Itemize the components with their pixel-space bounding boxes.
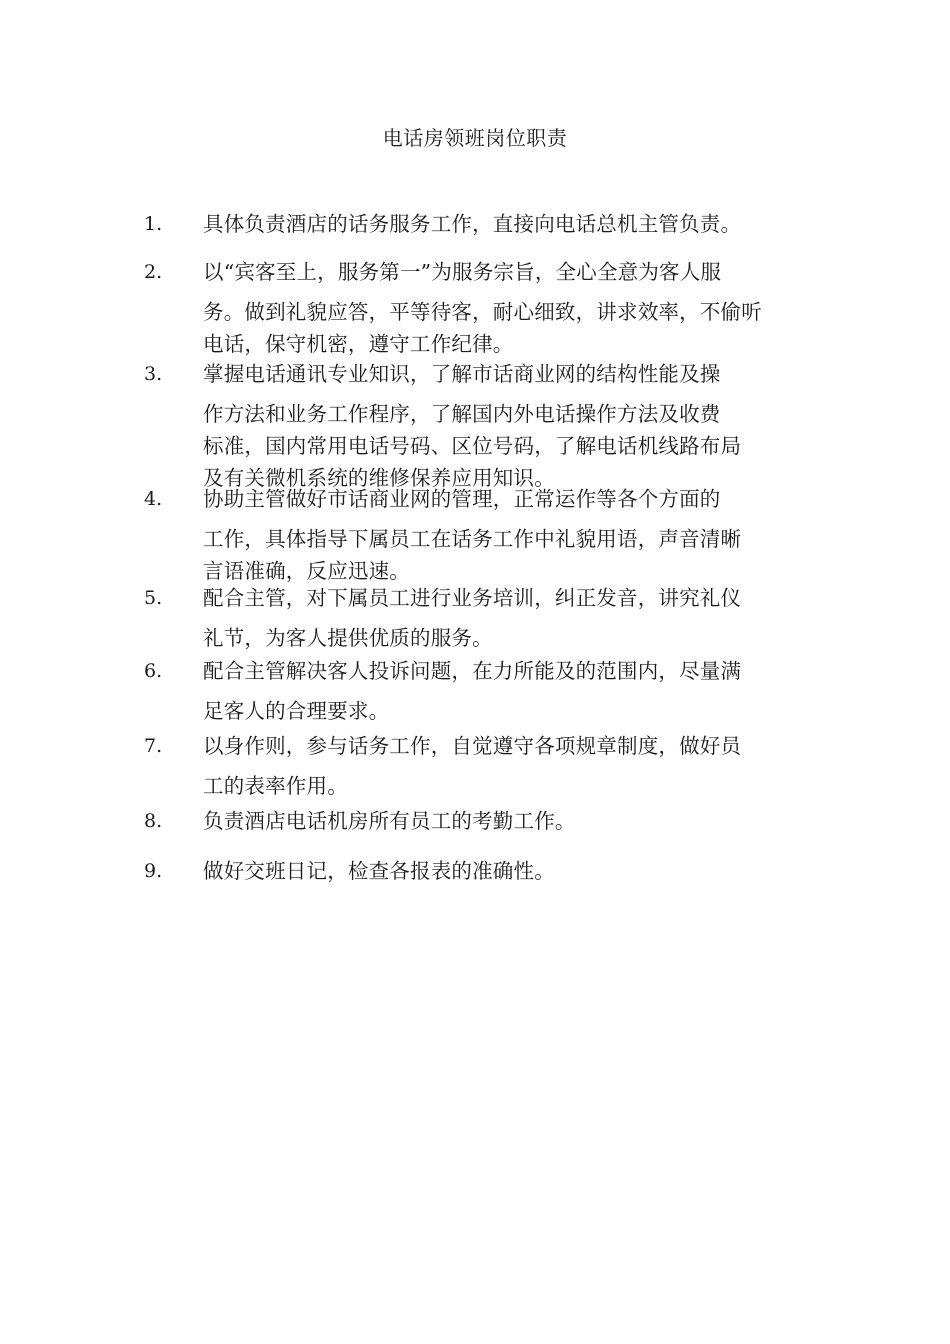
list-item-number: 9. [144, 860, 163, 882]
list-item-line: 足客人的合理要求。 [203, 699, 390, 723]
list-item-number: 2. [144, 261, 163, 283]
list-item-line: 掌握电话通讯专业知识，了解市话商业网的结构性能及操 [203, 362, 721, 386]
list-item-line: 电话，保守机密，遵守工作纪律。 [203, 332, 514, 356]
list-item-line: 标准，国内常用电话号码、区位号码，了解电话机线路布局 [203, 434, 742, 458]
list-item-line: 做好交班日记，检查各报表的准确性。 [203, 859, 555, 883]
list-item-line: 务。做到礼貌应答，平等待客，耐心细致，讲求效率，不偷听 [203, 300, 762, 324]
list-item-number: 7. [144, 735, 163, 757]
list-item-number: 4. [144, 488, 163, 510]
list-item-number: 1. [144, 213, 163, 235]
list-item-line: 以“宾客至上，服务第一”为服务宗旨，全心全意为客人服 [203, 260, 722, 284]
list-item-line: 礼节，为客人提供优质的服务。 [203, 626, 493, 650]
list-item-number: 6. [144, 660, 163, 682]
list-item-line: 配合主管解决客人投诉问题，在力所能及的范围内，尽量满 [203, 659, 742, 683]
list-item-line: 具体负责酒店的话务服务工作，直接向电话总机主管负责。 [203, 212, 742, 236]
list-item-number: 5. [144, 587, 163, 609]
list-item-line: 作方法和业务工作程序，了解国内外电话操作方法及收费 [203, 402, 721, 426]
list-item-line: 工的表率作用。 [203, 774, 348, 798]
list-item-line: 言语准确，反应迅速。 [203, 559, 410, 583]
list-item-number: 8. [144, 810, 163, 832]
list-item-line: 以身作则，参与话务工作，自觉遵守各项规章制度，做好员 [203, 734, 742, 758]
document-title: 电话房领班岗位职责 [382, 126, 568, 150]
list-item-line: 负责酒店电话机房所有员工的考勤工作。 [203, 809, 576, 833]
list-item-number: 3. [144, 363, 163, 385]
list-item-line: 配合主管，对下属员工进行业务培训，纠正发音，讲究礼仪 [203, 586, 742, 610]
list-item-line: 及有关微机系统的维修保养应用知识。 [203, 466, 555, 490]
list-item-line: 工作，具体指导下属员工在话务工作中礼貌用语，声音清晰 [203, 527, 742, 551]
list-item-line: 协助主管做好市话商业网的管理，正常运作等各个方面的 [203, 487, 721, 511]
